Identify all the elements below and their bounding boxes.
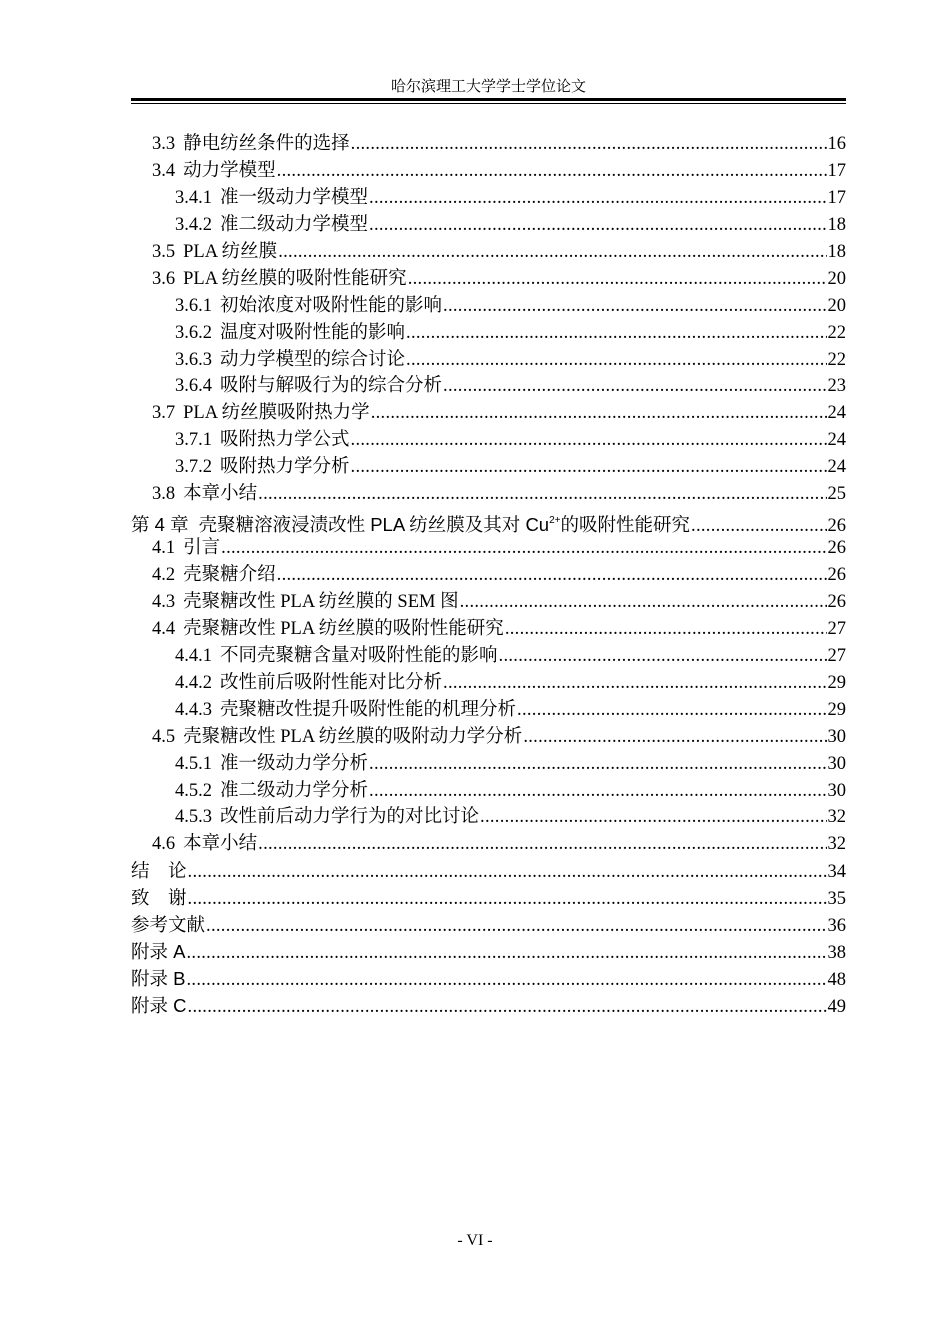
- toc-entry-page: 27: [827, 645, 846, 666]
- toc-entry-page: 22: [827, 349, 846, 370]
- toc-entry-number: 3.4.2: [175, 214, 212, 235]
- toc-leader-dots: [188, 859, 827, 886]
- toc-entry-title: 本章小结: [183, 834, 258, 855]
- toc-leader-dots: [188, 994, 827, 1021]
- toc-leader-dots: [369, 185, 826, 212]
- toc-entry-title: 壳聚糖改性 PLA 纺丝膜的吸附性能研究: [183, 618, 504, 639]
- toc-entry-title: 壳聚糖改性 PLA 纺丝膜的 SEM 图: [183, 591, 459, 612]
- toc-leader-dots: [517, 697, 826, 724]
- toc-entry[interactable]: [131, 697, 846, 724]
- toc-entry-title: 改性前后动力学行为的对比讨论: [220, 807, 480, 828]
- header-rule-thin: [131, 103, 846, 104]
- toc-entry-title: 参考文献: [131, 914, 206, 936]
- toc-backmatter-entry[interactable]: [131, 993, 846, 1020]
- toc-entry[interactable]: [131, 643, 846, 670]
- toc-entry-number: 3.3: [152, 134, 176, 154]
- toc-entry[interactable]: [131, 535, 846, 562]
- toc-entry-page: 30: [827, 780, 846, 801]
- toc-leader-dots: [369, 778, 826, 805]
- toc-entry-number: 4.4: [152, 618, 176, 639]
- toc-entry-title: 准一级动力学分析: [220, 753, 369, 774]
- toc-entry-number: 3.6: [152, 268, 176, 289]
- toc-entry-title: 壳聚糖介绍: [183, 565, 276, 585]
- toc-leader-dots: [277, 158, 827, 185]
- toc-entry-page: 18: [827, 241, 846, 262]
- toc-entry-page: 24: [827, 430, 846, 451]
- toc-leader-dots: [369, 212, 826, 239]
- toc-entry-title: PLA 纺丝膜吸附热力学: [183, 403, 370, 424]
- toc-leader-dots: [186, 940, 826, 967]
- toc-entry-title: 准一级动力学模型: [220, 187, 369, 208]
- toc-leader-dots: [460, 589, 827, 616]
- toc-entry-number: 3.6.4: [175, 376, 212, 397]
- toc-entry[interactable]: [131, 589, 846, 616]
- toc-entry-title: 结 论: [131, 860, 187, 882]
- toc-entry-title: 动力学模型: [183, 160, 276, 181]
- running-header: 哈尔滨理工大学学士学位论文: [390, 79, 586, 95]
- toc-leader-dots: [408, 266, 827, 293]
- toc-leader-dots: [188, 886, 827, 913]
- toc-entry-page: 24: [827, 457, 846, 478]
- toc-entry-page: 49: [827, 997, 846, 1017]
- toc-entry-page: 27: [827, 618, 846, 639]
- toc-entry-number: 3.7.1: [175, 430, 212, 451]
- toc-entry-title: 吸附热力学分析: [220, 457, 350, 478]
- toc-leader-dots: [523, 724, 826, 751]
- toc-entry-number: 4.5.2: [175, 780, 212, 801]
- toc-entry[interactable]: [131, 831, 846, 858]
- toc-chapter-title-main: 壳聚糖溶液浸渍改性 PLA 纺丝膜及其对 Cu: [198, 514, 550, 536]
- toc-leader-dots: [258, 481, 826, 508]
- toc-entry-title: 动力学模型的综合讨论: [220, 349, 406, 370]
- toc-entry-page: 34: [827, 862, 846, 883]
- table-of-contents: [131, 131, 846, 1020]
- toc-entry-title: PLA 纺丝膜: [183, 241, 278, 262]
- toc-leader-dots: [480, 804, 826, 831]
- toc-entry[interactable]: [131, 751, 846, 778]
- toc-entry-page: 17: [827, 160, 846, 181]
- toc-backmatter-entry[interactable]: [131, 858, 846, 885]
- toc-entry-title: 准二级动力学模型: [220, 214, 369, 235]
- toc-chapter-title-superscript: 2+: [549, 515, 561, 527]
- toc-leader-dots: [278, 239, 826, 266]
- toc-entry[interactable]: [131, 266, 846, 293]
- toc-entry[interactable]: [131, 778, 846, 805]
- toc-entry-number: 3.5: [152, 241, 176, 262]
- toc-entry-page: 20: [827, 268, 846, 289]
- toc-entry-page: 29: [827, 699, 846, 720]
- toc-backmatter-entry[interactable]: [131, 912, 846, 939]
- toc-entry-title: 吸附热力学公式: [220, 430, 350, 451]
- toc-entry-number: 4.2: [152, 565, 176, 585]
- toc-chapter-title-rest: 的吸附性能研究: [560, 514, 691, 536]
- toc-entry-page: 32: [827, 807, 846, 828]
- toc-leader-dots: [186, 967, 826, 994]
- toc-entry-page: 24: [827, 403, 846, 424]
- toc-chapter-entry[interactable]: [131, 508, 846, 535]
- toc-leader-dots: [277, 562, 827, 589]
- toc-entry[interactable]: [131, 670, 846, 697]
- toc-backmatter-entry[interactable]: [131, 885, 846, 912]
- toc-entry-number: 3.4: [152, 160, 176, 181]
- toc-entry-page: 16: [827, 134, 846, 154]
- toc-entry-number: 3.4.1: [175, 187, 212, 208]
- toc-entry[interactable]: [131, 427, 846, 454]
- header-rule-thick: [131, 98, 846, 101]
- toc-chapter-number: 第 4 章: [131, 514, 189, 536]
- toc-entry[interactable]: [131, 293, 846, 320]
- toc-entry-page: 26: [827, 516, 846, 537]
- toc-entry[interactable]: [131, 724, 846, 751]
- toc-entry[interactable]: [131, 239, 846, 266]
- toc-entry-title: 初始浓度对吸附性能的影响: [220, 295, 443, 316]
- toc-entry-page: 32: [827, 834, 846, 855]
- toc-entry[interactable]: [131, 347, 846, 374]
- toc-entry[interactable]: [131, 400, 846, 427]
- toc-entry-number: 4.5.3: [175, 807, 212, 828]
- toc-entry-title: 引言: [183, 538, 221, 559]
- toc-entry-title: 改性前后吸附性能对比分析: [220, 672, 443, 693]
- toc-entry[interactable]: [131, 212, 846, 239]
- toc-entry-number: 3.6.2: [175, 322, 212, 343]
- toc-entry-title: 温度对吸附性能的影响: [220, 322, 406, 343]
- toc-leader-dots: [369, 751, 826, 778]
- toc-entry-page: 48: [827, 970, 846, 991]
- toc-entry-title: 附录 B: [131, 968, 186, 990]
- toc-entry-page: 23: [827, 376, 846, 397]
- toc-leader-dots: [351, 427, 827, 454]
- toc-entry-number: 3.6.1: [175, 295, 212, 316]
- toc-entry-page: 26: [827, 538, 846, 559]
- toc-leader-dots: [443, 293, 826, 320]
- toc-entry-page: 25: [827, 484, 846, 505]
- toc-entry-number: 4.4.1: [175, 645, 212, 666]
- toc-entry-page: 29: [827, 672, 846, 693]
- toc-entry-page: 35: [827, 889, 846, 910]
- toc-entry-number: 3.7.2: [175, 457, 212, 478]
- toc-entry-page: 30: [827, 753, 846, 774]
- toc-entry-title: PLA 纺丝膜的吸附性能研究: [183, 268, 407, 289]
- toc-entry-page: 18: [827, 214, 846, 235]
- toc-entry-page: 26: [827, 591, 846, 612]
- toc-entry-number: 3.6.3: [175, 349, 212, 370]
- toc-backmatter-entry[interactable]: [131, 939, 846, 966]
- toc-entry-number: 4.4.2: [175, 672, 212, 693]
- toc-leader-dots: [206, 913, 826, 940]
- toc-entry[interactable]: [131, 562, 846, 589]
- toc-backmatter-entry[interactable]: [131, 966, 846, 993]
- toc-entry-title: 壳聚糖改性提升吸附性能的机理分析: [220, 699, 517, 720]
- toc-leader-dots: [443, 373, 826, 400]
- toc-entry-number: 4.1: [152, 538, 176, 559]
- toc-entry-title: 本章小结: [183, 484, 258, 505]
- toc-entry-title: 附录 C: [131, 995, 187, 1016]
- toc-entry-title: 致 谢: [131, 887, 187, 909]
- toc-leader-dots: [443, 670, 826, 697]
- toc-entry[interactable]: [131, 616, 846, 643]
- toc-entry-page: 22: [827, 322, 846, 343]
- toc-entry[interactable]: [131, 804, 846, 831]
- toc-entry-title: 准二级动力学分析: [220, 780, 369, 801]
- toc-entry[interactable]: [131, 373, 846, 400]
- toc-entry[interactable]: [131, 454, 846, 481]
- toc-entry-page: 30: [827, 726, 846, 747]
- toc-entry-page: 36: [827, 916, 846, 937]
- toc-entry-page: 17: [827, 187, 846, 208]
- toc-leader-dots: [406, 347, 826, 374]
- toc-entry-number: 4.3: [152, 591, 176, 612]
- toc-leader-dots: [505, 616, 827, 643]
- toc-entry-page: 38: [827, 943, 846, 964]
- toc-entry-title: 吸附与解吸行为的综合分析: [220, 376, 443, 397]
- toc-leader-dots: [371, 400, 827, 427]
- toc-entry-title: 壳聚糖改性 PLA 纺丝膜的吸附动力学分析: [183, 726, 523, 747]
- toc-entry[interactable]: [131, 481, 846, 508]
- toc-leader-dots: [499, 643, 827, 670]
- toc-entry-number: 4.5: [152, 726, 176, 747]
- toc-entry[interactable]: [131, 320, 846, 347]
- toc-entry-number: 3.7: [152, 403, 176, 424]
- toc-entry-number: 4.6: [152, 834, 176, 855]
- toc-entry-number: 4.4.3: [175, 699, 212, 720]
- toc-leader-dots: [258, 831, 826, 858]
- toc-leader-dots: [221, 535, 826, 562]
- toc-entry[interactable]: [131, 158, 846, 185]
- toc-entry-page: 20: [827, 295, 846, 316]
- toc-entry-number: 4.5.1: [175, 753, 212, 774]
- toc-entry[interactable]: [131, 131, 846, 158]
- toc-entry-title: 静电纺丝条件的选择: [183, 134, 350, 154]
- toc-leader-dots: [351, 131, 827, 158]
- toc-entry-title: 附录 A: [131, 941, 186, 963]
- toc-entry-page: 26: [827, 565, 846, 585]
- toc-entry-title: 不同壳聚糖含量对吸附性能的影响: [220, 645, 498, 666]
- toc-entry-number: 3.8: [152, 484, 176, 505]
- toc-leader-dots: [406, 320, 826, 347]
- toc-leader-dots: [351, 454, 827, 481]
- page-number: - VI -: [457, 1232, 493, 1249]
- toc-entry[interactable]: [131, 185, 846, 212]
